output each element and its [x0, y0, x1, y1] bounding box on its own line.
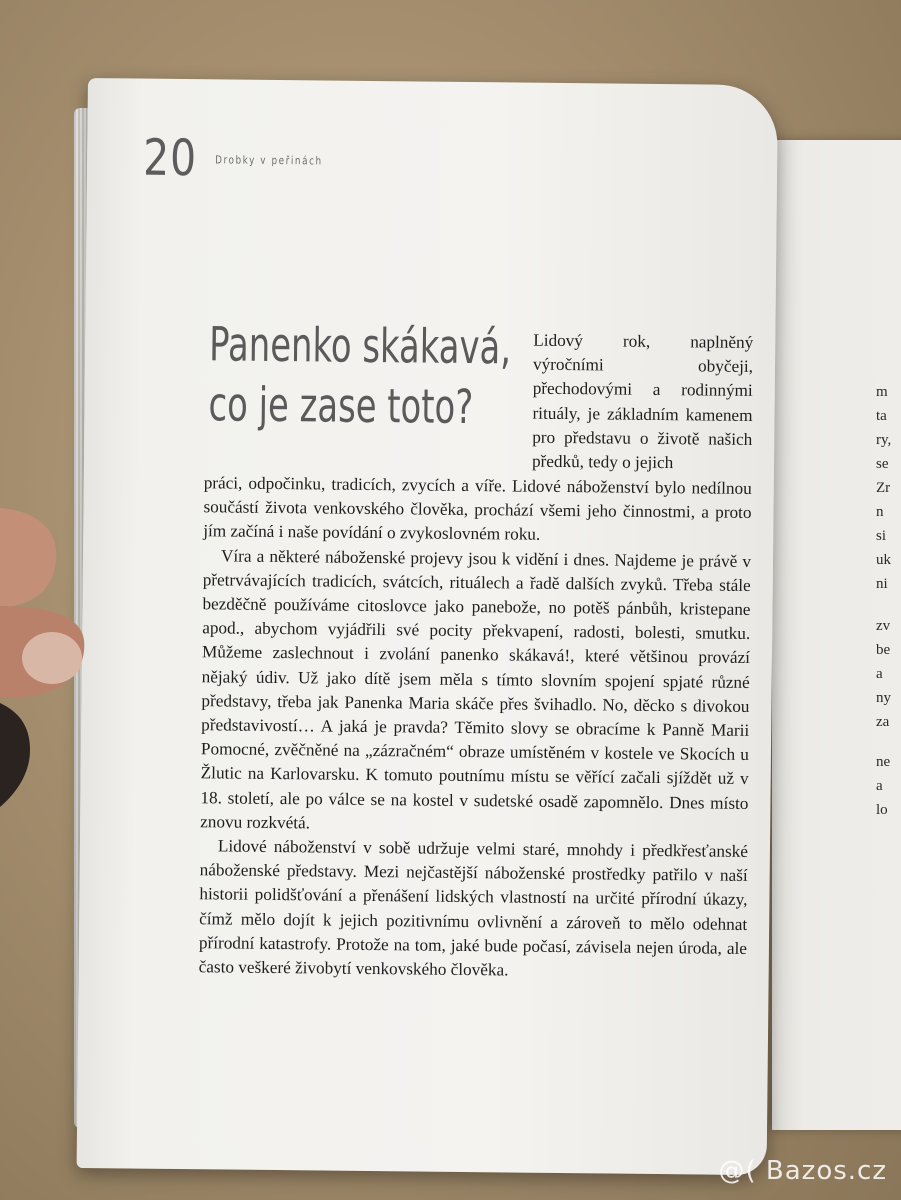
facing-page — [772, 140, 901, 1130]
facing-page-text-fragment: ry, — [876, 432, 892, 448]
chapter-title-line-1: Panenko skákavá, — [208, 317, 512, 376]
page-number: 20 — [142, 128, 198, 188]
facing-page-text-fragment: a — [876, 666, 883, 682]
running-head: Drobky v peřinách — [215, 153, 323, 168]
facing-page-text-fragment: ny — [876, 690, 891, 706]
intro-paragraph: Lidový rok, naplněný výročními obyčeji, přechodovými a rodinnými rituály, je základním kamenem pro představu o životě našich předků, tedy o jejich — [531, 330, 754, 473]
facing-page-text-fragment: zv — [876, 618, 891, 634]
body-text — [199, 471, 752, 985]
facing-page-text-fragment: ni — [876, 576, 888, 592]
chapter-title — [208, 315, 511, 438]
paragraph-3: Lidové náboženství v sobě udržuje velmi staré, mnohdy i předkřesťanské náboženské představy. Mezi nejčastější náboženské prostředky patřilo v naší historii polidšťování a přenášení lidských vlastností na určité přírodní úkazy, čímž mělo dojít k jejich pozitivnímu ovlivnění a zároveň to mělo odehnat přírodní katastrofy. Protože na tom, jaké bude počasí, závisela nejen úroda, ale často veškeré živobytí venkovského člověka. — [198, 836, 749, 980]
paragraph-2: Víra a některé náboženské projevy jsou k vidění i dnes. Najdeme je právě v přetrvávajících tradicích, svátcích, rituálech a řadě dalších zvyků. Třeba stále bezděčně používáme citoslovce jako panebože, no potěš pánbůh, kristepane apod., abychom vyjádřili své pocity překvapení, radosti, bolesti, smutku. Můžeme zaslechnout i zvolání panenko skákavá!, které většinou provází nějaký údiv. Už jako dítě jsem měla s tímto slovním spojení spjaté různé představy, třeba jak Panenka Maria skáče přes švihadlo. No, děcko s divokou představivostí… A jaká je pravda? Těmito slovy se obracíme k Panně Marii Pomocné, zvěčněné na „zázračném“ obraze umístěném v kostele ve Skocích u Žlutic na Karlovarsku. K tomuto poutnímu místu se věřící začali sjíždět už v 18. století, ale po válce se na kostel v sudetské osadě zapomnělo. Dnes místo znovu rozkvétá. — [200, 546, 752, 833]
facing-page-text-fragment: ta — [876, 408, 887, 424]
facing-page-text-fragment: n — [876, 504, 884, 520]
facing-page-text-fragment: ne — [876, 754, 891, 770]
facing-page-text-fragment: uk — [876, 552, 891, 568]
book-page — [77, 78, 778, 1175]
facing-page-text-fragment: m — [876, 384, 888, 400]
chapter-title-line-2: co je zase toto? — [208, 377, 474, 436]
facing-page-text-fragment: si — [876, 528, 887, 544]
facing-page-text-fragment: se — [876, 456, 889, 472]
intro-column — [532, 329, 754, 477]
facing-page-text-fragment: lo — [876, 802, 888, 818]
facing-page-text-fragment: Zr — [876, 480, 891, 496]
watermark: @( Bazos.cz — [718, 1156, 887, 1186]
facing-page-text-fragment: za — [876, 714, 890, 730]
facing-page-text-fragment: a — [876, 778, 883, 794]
paragraph-1: práci, odpočinku, tradicích, zvycích a víře. Lidové náboženství bylo nedílnou součástí života venkovského člověka, prochází všemi jeho činnostmi, a proto jím začíná i naše povídání o zvykoslovném roku. — [203, 473, 752, 545]
facing-page-text-fragment: be — [876, 642, 891, 658]
hand-holding-book — [0, 490, 160, 850]
